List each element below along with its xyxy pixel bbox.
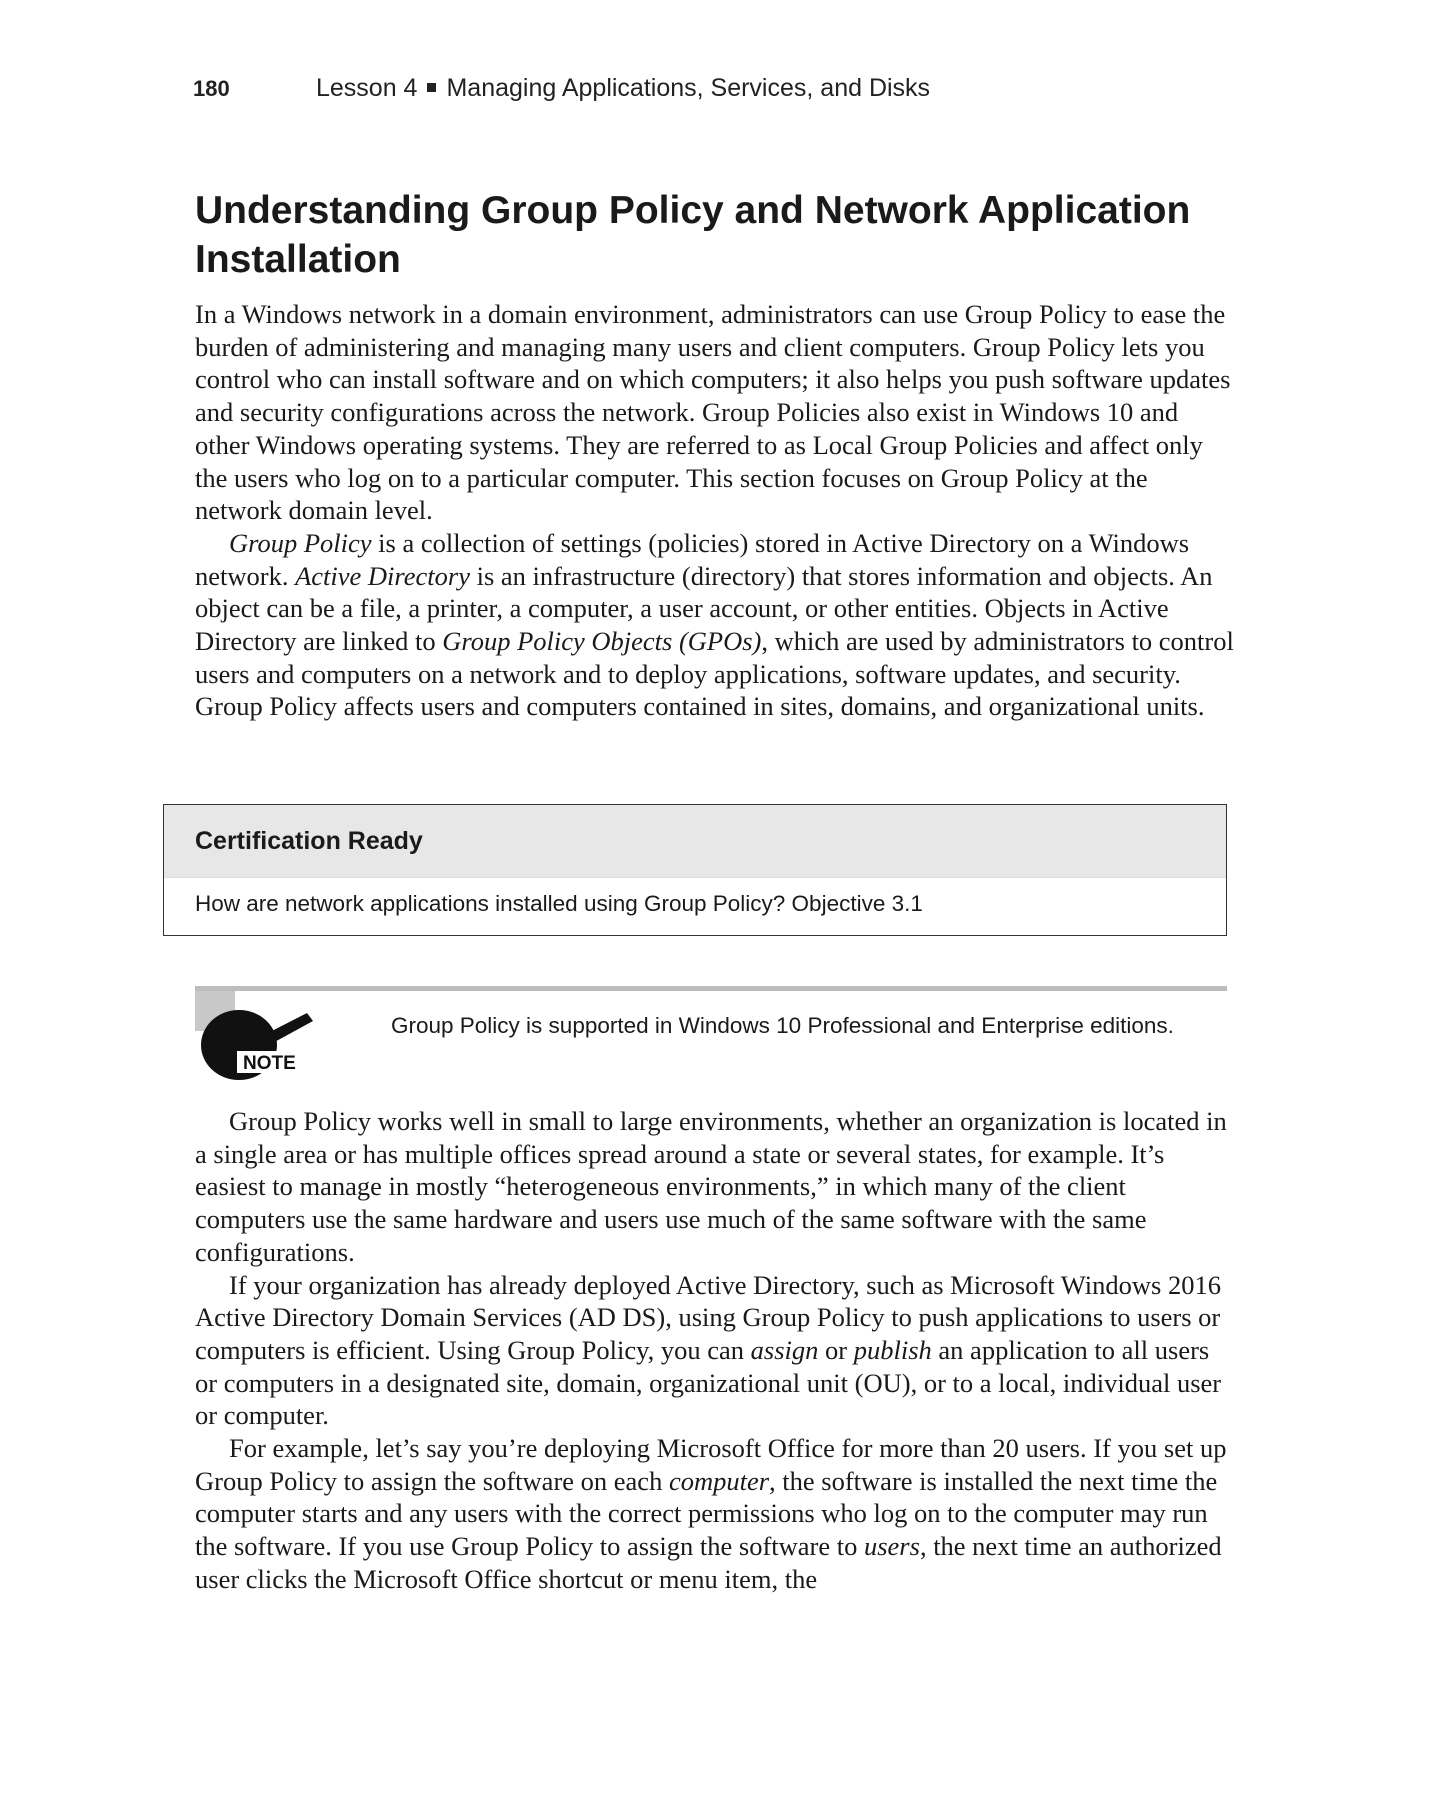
chapter-title: Managing Applications, Services, and Disks	[446, 74, 931, 102]
note-icon-label: NOTE	[243, 1053, 296, 1074]
note-rule	[195, 986, 1227, 991]
term-computer: computer	[668, 1465, 770, 1496]
certification-ready-box	[163, 804, 1227, 936]
separator-square-icon	[427, 83, 436, 92]
term-assign: assign	[750, 1334, 819, 1365]
section-title: Understanding Group Policy and Network Application Installation	[195, 189, 1191, 281]
term-users: users	[863, 1531, 920, 1562]
lesson-label: Lesson 4	[316, 74, 418, 102]
body-text	[195, 1105, 1235, 1596]
intro-text	[195, 298, 1235, 723]
term-group-policy: Group Policy	[229, 527, 372, 558]
intro-paragraph: In a Windows network in a domain environment, administrators can use Group Policy to ease the burden of administering and managing many users and client computers. Group Policy lets you control who can install software and on which computers; it also helps you push software updates and security configurations across the network. Group Policies also exist in Windows 10 and other Windows operating systems. They are referred to as Local Group Policies and affect only the users who log on to a particular computer. This section focuses on Group Policy at the network domain level.	[195, 299, 1231, 526]
running-header	[193, 74, 930, 103]
paragraph-assign-publish: If your organization has already deployed Active Directory, such as Microsoft Windows 2016 Active Directory Domain Services (AD DS), using Group Policy to push applications to users or computers is efficient. Using Group Policy, you can assign or publish an application to all users or computers in a designated site, domain, organizational unit (OU), or to a local, individual user or computer.	[195, 1269, 1222, 1431]
paragraph-environments: Group Policy works well in small to large environments, whether an organization is located in a single area or has multiple offices spread around a state or several states, for example. It’s easiest to manage in mostly “heterogeneous environments,” in which many of the client computers use the same hardware and users use much of the same software with the same configurations.	[195, 1106, 1227, 1267]
term-active-directory: Active Directory	[295, 560, 470, 591]
certification-question: How are network applications installed using Group Policy? Objective 3.1	[195, 891, 923, 916]
certification-heading: Certification Ready	[164, 805, 1226, 878]
term-gpos: Group Policy Objects (GPOs)	[442, 626, 762, 657]
term-publish: publish	[853, 1334, 932, 1365]
paragraph-office-example: For example, let’s say you’re deploying Microsoft Office for more than 20 users. If you set up Group Policy to assign the software on each computer, the software is installed the next time the computer starts and any users with the correct permissions who log on to the computer may run the software. If you use Group Policy to assign the software to users, the next time an authorized user clicks the Microsoft Office shortcut or menu item, the	[195, 1433, 1227, 1594]
note-pencil-icon	[195, 1005, 320, 1085]
paragraph-group-policy-definition: Group Policy is a collection of settings (policies) stored in Active Directory on a Windows network. Active Directory is an infrastructure (directory) that stores information and objects. An object can be a file, a printer, a computer, a user account, or other entities. Objects in Active Directory are linked to Group Policy Objects (GPOs), which are used by administrators to control users and computers on a network and to deploy applications, software updates, and security. Group Policy affects users and computers contained in sites, domains, and organizational units.	[195, 527, 1234, 722]
page-number: 180	[193, 76, 230, 101]
note-text: Group Policy is supported in Windows 10 Professional and Enterprise editions.	[391, 1013, 1174, 1038]
